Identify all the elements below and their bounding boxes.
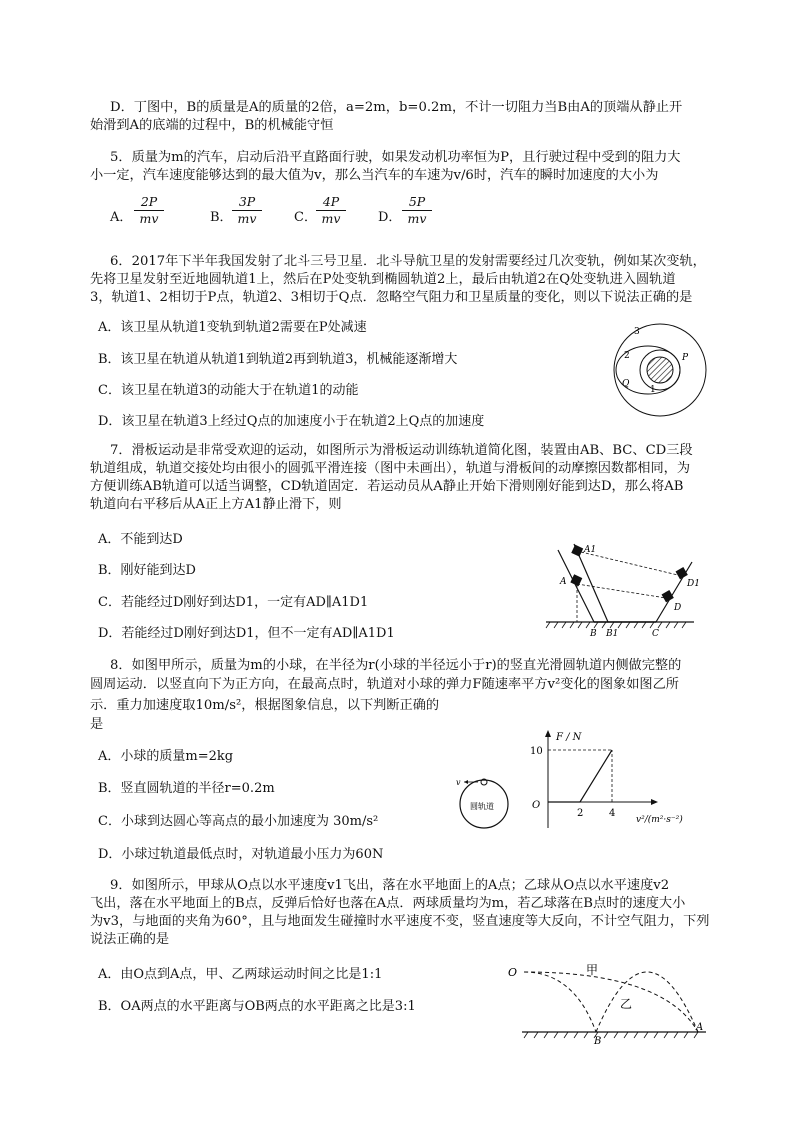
point-q-label: Q (622, 379, 630, 389)
q6-stem-line3: 3，轨道1、2相切于P点，轨道2、3相切于Q点．忽略空气阻力和卫星质量的变化，则以下说法正确的是 (90, 290, 693, 305)
q5-stem-line2: 小一定，汽车速度能够达到的最大值为v，那么当汽车的车速为v/6时，汽车的瞬时加速度的大小为 (90, 168, 659, 183)
circular-track-figure (452, 738, 512, 834)
ball-yi-label: 乙 (620, 997, 633, 1011)
orbit-label-3: 3 (634, 327, 640, 337)
q8-option-a: A．小球的质量m=2kg (98, 749, 234, 764)
q9-option-a: A．由O点到A点，甲、乙两球运动时间之比是1:1 (98, 967, 383, 982)
q8-option-c: C．小球到达圆心等高点的最小加速度为 30m/s² (98, 814, 379, 829)
q8-stem-line1: 8．如图甲所示，质量为m的小球，在半径为r(小球的半径远小于r)的竖直光滑圆轨道内侧做完整的 (110, 658, 682, 673)
q5-option-d-label: D． (378, 210, 402, 225)
q6-stem-line1: 6．2017年下半年我国发射了北斗三号卫星．北斗导航卫星的发射需要经过几次变轨，例如某次变轨， (110, 254, 706, 269)
q6-stem-line2: 先将卫星发射至近地圆轨道1上，然后在P处变轨到椭圆轨道2上，最后由轨道2在Q处变轨进入圆轨道 (90, 272, 676, 287)
q9-stem-line2: 飞出，落在水平地面上的B点，反弹后恰好也落在A点．两球质量均为m，若乙球落在B点时的速度大小 (90, 896, 686, 911)
track-label: 圆轨道 (470, 802, 494, 811)
q7-option-d: D．若能经过D刚好到达D1，但不一定有AD∥A1D1 (98, 626, 395, 641)
q5-option-d-fraction (402, 194, 432, 227)
q5-option-a-fraction (134, 194, 164, 227)
label-d1: D1 (687, 579, 700, 589)
line-a1d1 (581, 552, 682, 576)
y-axis-arrow (545, 730, 551, 737)
label-d: D (674, 603, 682, 613)
trajectory-jia (524, 972, 698, 1032)
label-b1: B1 (606, 629, 619, 639)
q7-option-a: A．不能到达D (98, 532, 183, 547)
skater-a1-block (571, 545, 583, 557)
q6-option-b: B．该卫星在轨道从轨道1到轨道2再到轨道3，机械能逐渐增大 (98, 352, 458, 367)
x-tick-2: 2 (577, 808, 584, 819)
q7-stem-line3: 方便训练AB轨道可以适当调整，CD轨道固定．若运动员从A静止开始下滑则刚好能到达D，那么将AB (90, 479, 684, 494)
velocity-arrowhead (464, 780, 468, 784)
orbit-diagram (610, 318, 710, 422)
q4-option-d-line1: D．丁图中，B的质量是A的质量的2倍，a=2m，b=0.2m，不计一切阻力当B由A的顶端从静止开 (110, 100, 683, 115)
ground-hatch (524, 1032, 698, 1038)
skater-d1-block (676, 567, 688, 579)
q9-stem-line3: 为v3，与地面的夹角为60°，且与地面发生碰撞时水平速度不变，竖直速度等大反向，不计空气阻力，下列 (90, 914, 710, 929)
orbit-label-1: 1 (650, 385, 656, 395)
q6-option-c: C．该卫星在轨道3的动能大于在轨道1的动能 (98, 383, 359, 398)
q7-option-b: B．刚好能到达D (98, 563, 196, 578)
label-b: B (590, 629, 597, 639)
label-a: A (560, 577, 567, 587)
x-axis-label: v²/(m²·s⁻²) (636, 815, 683, 825)
label-a1: A1 (584, 545, 597, 555)
label-c: C (652, 629, 659, 639)
ground-hatch (546, 622, 686, 628)
q5-c-denominator: mv (321, 211, 341, 226)
q9-option-b: B．OA两点的水平距离与OB两点的水平距离之比是3:1 (98, 999, 416, 1014)
skater-a-block (570, 574, 582, 586)
q5-a-denominator: mv (139, 211, 159, 226)
q5-option-b-fraction (232, 194, 262, 227)
ball-jia-label: 甲 (586, 963, 599, 977)
q5-option-c-label: C． (294, 210, 317, 225)
point-b-label: B (594, 1036, 602, 1047)
point-p-label: P (682, 353, 689, 363)
skate-track-diagram (544, 540, 700, 640)
f-v2-chart (524, 728, 710, 832)
velocity-label: v (456, 778, 461, 787)
q7-stem-line2: 轨道组成，轨道交接处均由很小的圆弧平滑连接（图中未画出），轨道与滑板间的动摩擦因数都相同，为 (90, 461, 691, 476)
q5-d-numerator: 5P (402, 194, 432, 211)
x-tick-4: 4 (609, 808, 616, 819)
skater-d-block (662, 590, 674, 602)
q8-stem-line3: 示．重力加速度取10m/s²，根据图象信息，以下判断正确的 (90, 698, 440, 713)
q5-c-numerator: 4P (316, 194, 346, 211)
q5-option-c-fraction (316, 194, 346, 227)
x-axis-arrow (651, 799, 658, 805)
q5-b-denominator: mv (237, 211, 257, 226)
earth-icon (647, 357, 673, 383)
q9-stem-line4: 说法正确的是 (90, 932, 170, 947)
q8-stem-line2: 圆周运动．以竖直向下为正方向，在最高点时，轨道对小球的弹力F随速率平方v²变化的图象如图乙所 (90, 677, 679, 692)
q5-stem-line1: 5．质量为m的汽车，启动后沿平直路面行驶，如果发动机功率恒为P，且行驶过程中受到的阻力大 (110, 150, 681, 165)
q5-a-numerator: 2P (134, 194, 164, 211)
orbit-label-2: 2 (624, 351, 630, 361)
q7-stem-line1: 7．滑板运动是非常受欢迎的运动，如图所示为滑板运动训练轨道简化图，装置由AB、BC、CD三段 (110, 443, 693, 458)
q7-option-c: C．若能经过D刚好到达D1，一定有AD∥A1D1 (98, 595, 369, 610)
trajectory-yi-first (524, 972, 596, 1032)
q7-stem-line4: 轨道向右平移后从A正上方A1静止滑下，则 (90, 497, 342, 512)
q5-option-b-label: B． (210, 210, 233, 225)
q8-option-d: D．小球过轨道最低点时，对轨道最小压力为60N (98, 847, 384, 862)
q4-option-d-line2: 始滑到A的底端的过程中，B的机械能守恒 (90, 118, 334, 133)
q8-stem-line4: 是 (90, 717, 104, 732)
point-o-label: O (508, 966, 518, 979)
y-axis-label: F / N (556, 732, 582, 743)
q6-option-a: A．该卫星从轨道1变轨到轨道2需要在P处减速 (98, 320, 367, 335)
data-line (548, 750, 612, 802)
q5-d-denominator: mv (407, 211, 427, 226)
y-tick-10: 10 (530, 746, 543, 757)
q8-option-b: B．竖直圆轨道的半径r=0.2m (98, 781, 275, 796)
line-ad (577, 584, 666, 598)
q6-option-d: D．该卫星在轨道3上经过Q点的加速度小于在轨道2上Q点的加速度 (98, 414, 485, 429)
q9-stem-line1: 9．如图所示，甲球从O点以水平速度v1飞出，落在水平地面上的A点；乙球从O点以水平速度v2 (110, 878, 670, 893)
origin-label: O (532, 800, 541, 811)
projectile-diagram (504, 958, 710, 1048)
q5-b-numerator: 3P (232, 194, 262, 211)
trajectory-yi-bounce (596, 972, 698, 1032)
q5-option-a-label: A． (110, 210, 133, 225)
point-a-label: A (696, 1022, 704, 1033)
